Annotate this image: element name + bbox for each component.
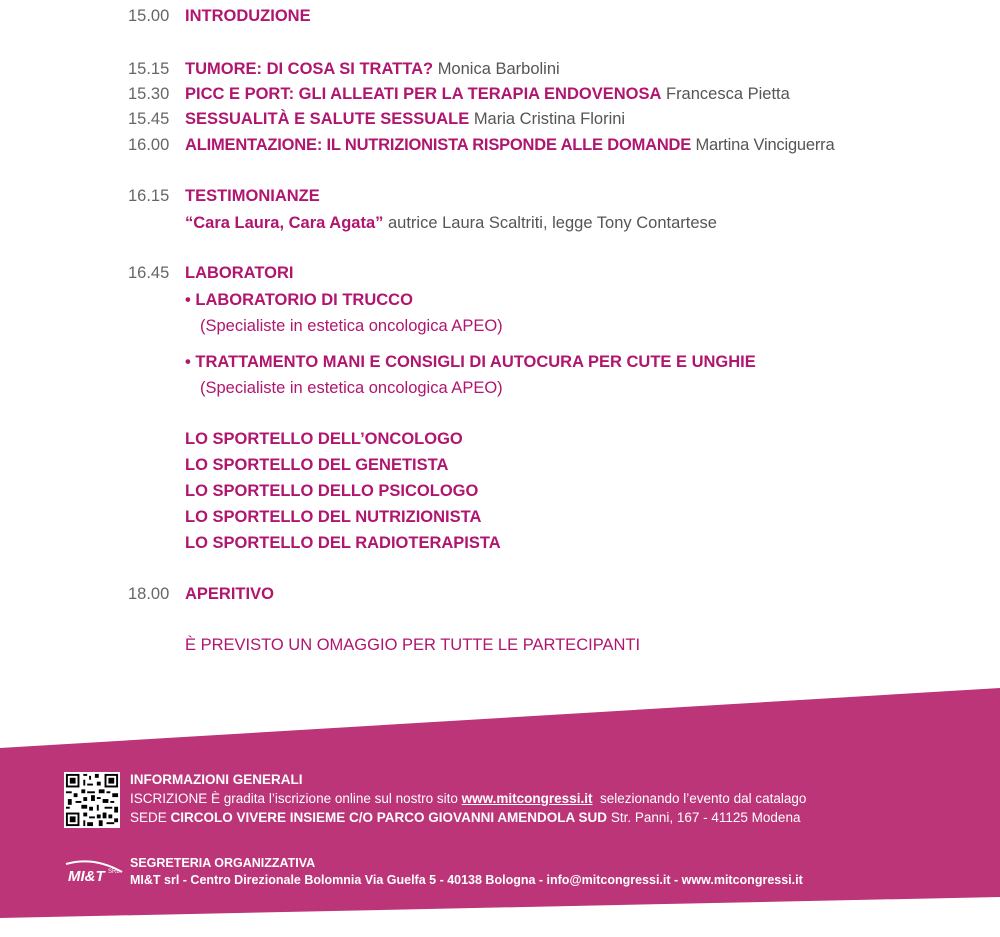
program-title: ALIMENTAZIONE: IL NUTRIZIONISTA RISPONDE ALLE DOMANDE [185, 136, 692, 154]
time-label: 15.45 [128, 110, 170, 128]
sportello-item: LO SPORTELLO DEL GENETISTA [185, 456, 449, 474]
sportello-item: LO SPORTELLO DELLO PSICOLOGO [185, 482, 479, 500]
mit-logo [64, 858, 124, 888]
iscrizione-suffix: selezionando l’evento dal catalago [599, 791, 807, 806]
program-title: INTRODUZIONE [185, 7, 311, 25]
sede-label: SEDE [130, 810, 167, 825]
sportello-item: LO SPORTELLO DEL NUTRIZIONISTA [185, 508, 482, 526]
sportello-item: LO SPORTELLO DEL RADIOTERAPISTA [185, 534, 501, 552]
lab-note: (Specialiste in estetica oncologica APEO) [200, 379, 503, 397]
speaker: Maria Cristina Florini [473, 110, 626, 128]
time-label: 15.15 [128, 60, 170, 78]
sede-name: CIRCOLO VIVERE INSIEME C/O PARCO GIOVANNI AMENDOLA SUD [170, 810, 608, 825]
segreteria-site[interactable]: www.mitcongressi.it [681, 873, 803, 887]
lab-label: • TRATTAMENTO MANI E CONSIGLI DI AUTOCURA PER CUTE E UNGHIE [185, 353, 756, 371]
program-title: PICC E PORT: GLI ALLEATI PER LA TERAPIA ENDOVENOSA [185, 85, 662, 103]
segreteria-name: MI&T srl [130, 873, 180, 887]
program-title: TUMORE: DI COSA SI TRATTA? [185, 60, 434, 78]
iscrizione-label: ISCRIZIONE [130, 791, 208, 806]
iscrizione-text: È gradita l’iscrizione online sul nostro sito [211, 791, 458, 806]
qr-code-icon [64, 772, 120, 828]
testimonianza-detail: autrice Laura Scaltriti, legge Tony Contartese [387, 214, 717, 232]
omaggio-note: È PREVISTO UN OMAGGIO PER TUTTE LE PARTECIPANTI [185, 636, 641, 654]
time-label: 16.00 [128, 136, 170, 154]
logo-suffix: SRL [108, 869, 120, 875]
iscrizione-link[interactable]: www.mitcongressi.it [461, 791, 593, 806]
time-label: 15.30 [128, 85, 170, 103]
sede-address: Str. Panni, 167 - 41125 Modena [610, 810, 801, 825]
time-label: 18.00 [128, 585, 170, 603]
segreteria-title: SEGRETERIA ORGANIZZATIVA [130, 856, 316, 870]
program-title: TESTIMONIANZE [185, 187, 320, 205]
time-label: 16.45 [128, 264, 170, 282]
lab-note: (Specialiste in estetica oncologica APEO) [200, 317, 503, 335]
time-label: 16.15 [128, 187, 170, 205]
lab-label: • LABORATORIO DI TRUCCO [185, 291, 413, 309]
program-title: SESSUALITÀ E SALUTE SESSUALE [185, 110, 470, 128]
time-label: 15.00 [128, 7, 170, 25]
segreteria-block [130, 855, 803, 889]
logo-text: MI&T [68, 868, 105, 885]
speaker: Martina Vinciguerra [695, 136, 835, 154]
speaker: Monica Barbolini [437, 60, 560, 78]
sportello-item: LO SPORTELLO DELL’ONCOLOGO [185, 430, 463, 448]
speaker: Francesca Pietta [665, 85, 790, 103]
program-title: APERITIVO [185, 585, 274, 603]
info-block [130, 770, 806, 827]
info-title: INFORMAZIONI GENERALI [130, 772, 303, 787]
segreteria-address: - Centro Direzionale Bolomnia Via Guelfa 5 - 40138 Bologna - info@mitcongressi.it - [182, 873, 679, 887]
program-title: LABORATORI [185, 264, 294, 282]
testimonianza-quote: “Cara Laura, Cara Agata” [185, 214, 384, 232]
